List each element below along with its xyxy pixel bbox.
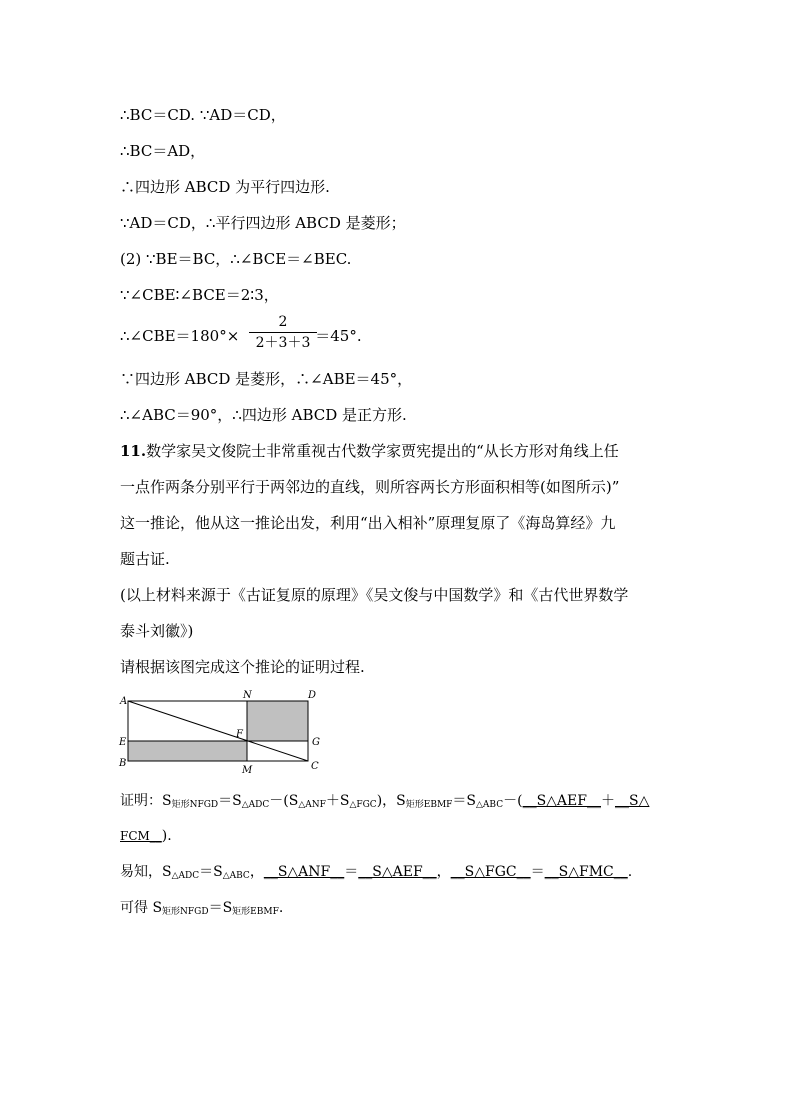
solution-line-7 <box>120 326 362 346</box>
label-D: D <box>308 690 317 701</box>
subscript: 矩形EBMF <box>232 907 279 917</box>
proof-line-1 <box>120 791 649 815</box>
proof-text: ＝S <box>199 864 223 880</box>
line7-prefix: ∴∠CBE＝180°× <box>120 327 240 345</box>
solution-line-3: ∴四边形 ABCD 为平行四边形. <box>120 178 330 196</box>
proof-text: ＝S <box>218 793 242 809</box>
problem-line-3: 这一推论，他从这一推论出发，利用“出入相补”原理复原了《海岛算经》九 <box>120 514 616 532</box>
problem-line-2: 一点作两条分别平行于两邻边的直线，则所容两长方形面积相等(如图所示)” <box>120 478 620 496</box>
solution-line-6: ∵∠CBE∶∠BCE＝2∶3， <box>120 286 279 304</box>
fraction-bar <box>249 332 317 333</box>
label-M: M <box>242 765 253 776</box>
problem-line-1 <box>120 441 619 461</box>
line7-suffix: ＝45°. <box>315 327 362 345</box>
proof-text: )，S <box>376 793 406 809</box>
proof-text: 易知，S <box>120 864 172 880</box>
proof-text: －( <box>503 793 523 809</box>
label-E: E <box>119 737 127 748</box>
solution-line-2: ∴BC＝AD， <box>120 142 206 160</box>
proof-text: －(S <box>269 793 299 809</box>
subscript: △ABC <box>476 800 504 810</box>
subscript: △ANF <box>298 800 326 810</box>
problem-line-4: 题古证. <box>120 550 170 568</box>
shaded-rect-nfgd <box>247 701 308 741</box>
answer-blank-6: __S△FMC__ <box>544 864 628 880</box>
proof-text: ). <box>161 828 172 844</box>
answer-blank-5: __S△FGC__ <box>450 864 531 880</box>
rectangle-figure <box>115 688 325 778</box>
answer-blank-1: __S△AEF__ <box>522 793 601 809</box>
proof-text: 可得 S <box>120 900 163 916</box>
proof-text: ， <box>436 864 451 880</box>
fraction <box>249 313 317 352</box>
proof-line-1-cont <box>120 826 172 846</box>
problem-number: 11. <box>120 442 147 460</box>
answer-blank-3: __S△ANF__ <box>263 864 345 880</box>
problem-line-5: (以上材料来源于《古证复原的原理》《吴文俊与中国数学》和《古代世界数学 <box>120 586 629 604</box>
solution-line-4: ∵AD＝CD，∴平行四边形 ABCD 是菱形； <box>120 214 406 232</box>
subscript: 矩形NFGD <box>171 800 219 810</box>
shaded-rect-ebmf <box>128 741 247 761</box>
label-G: G <box>312 737 320 748</box>
proof-text: 证明：S <box>120 793 172 809</box>
proof-text: ＝S <box>452 793 477 809</box>
proof-text: ＝ <box>344 864 359 880</box>
fraction-numerator: 2 <box>278 314 288 330</box>
solution-line-9: ∴∠ABC＝90°，∴四边形 ABCD 是正方形. <box>120 406 407 424</box>
subscript: △ABC <box>222 871 250 881</box>
subscript: △FGC <box>349 800 377 810</box>
solution-line-5: (2) ∵BE＝BC，∴∠BCE＝∠BEC. <box>120 250 352 268</box>
proof-text: ， <box>249 864 264 880</box>
solution-line-1: ∴BC＝CD. ∵AD＝CD， <box>120 106 286 124</box>
proof-text: ＝ <box>530 864 545 880</box>
subscript: 矩形EBMF <box>405 800 453 810</box>
subscript: △ADC <box>171 871 200 881</box>
answer-blank-2-part-b: FCM__ <box>120 829 162 843</box>
problem-line-7: 请根据该图完成这个推论的证明过程. <box>120 658 365 676</box>
answer-blank-4: __S△AEF__ <box>358 864 437 880</box>
problem-text-1: 数学家吴文俊院士非常重视古代数学家贾宪提出的“从长方形对角线上任 <box>146 442 619 460</box>
label-F: F <box>236 729 243 740</box>
label-N: N <box>243 690 252 701</box>
proof-line-2 <box>120 862 632 886</box>
subscript: △ADC <box>241 800 270 810</box>
solution-line-8: ∵四边形 ABCD 是菱形，∴∠ABE＝45°， <box>120 370 413 388</box>
fraction-denominator: 2＋3＋3 <box>255 335 311 351</box>
label-A: A <box>120 696 128 707</box>
label-B: B <box>119 758 127 769</box>
problem-line-6: 泰斗刘徽》) <box>120 622 194 640</box>
proof-text: . <box>278 900 284 916</box>
subscript: 矩形NFGD <box>162 907 209 917</box>
proof-text: . <box>627 864 633 880</box>
proof-text: ＋S <box>325 793 350 809</box>
proof-line-3 <box>120 898 283 922</box>
proof-text: ＝S <box>208 900 233 916</box>
proof-text: ＋ <box>600 793 615 809</box>
label-C: C <box>311 761 319 772</box>
answer-blank-2-part-a: __S△ <box>614 793 650 809</box>
